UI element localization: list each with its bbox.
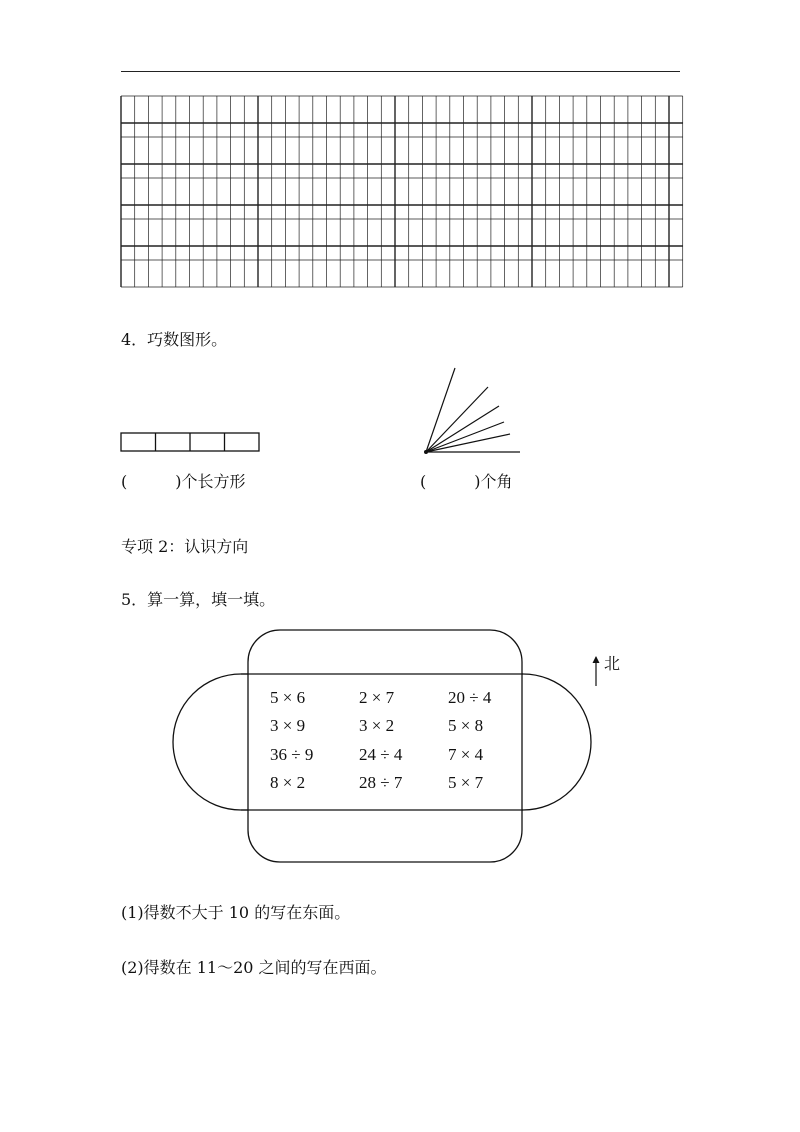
expression-r4c2: 28 ÷ 7 bbox=[359, 773, 403, 792]
expression-r3c3: 7 × 4 bbox=[448, 745, 484, 764]
expression-r1c3: 20 ÷ 4 bbox=[448, 688, 492, 707]
top-rule bbox=[121, 71, 680, 72]
question-4-title: 4．巧数图形。 bbox=[121, 330, 228, 349]
west-lobe bbox=[173, 674, 248, 810]
angle-rays-figure bbox=[420, 360, 540, 460]
rectangle-count-answer[interactable]: ( )个长方形 bbox=[121, 472, 246, 491]
north-arrow-icon bbox=[591, 654, 603, 688]
expression-r4c3: 5 × 7 bbox=[448, 773, 484, 792]
section-2-title: 专项 2：认识方向 bbox=[121, 537, 249, 556]
question-5-title: 5．算一算，填一填。 bbox=[121, 590, 276, 609]
sub-question-1: (1)得数不大于 10 的写在东面。 bbox=[121, 903, 351, 922]
sub-question-2: (2)得数在 11～20 之间的写在西面。 bbox=[121, 958, 387, 977]
expression-r3c2: 24 ÷ 4 bbox=[359, 745, 403, 764]
expression-r2c3: 5 × 8 bbox=[448, 716, 484, 735]
expression-r2c1: 3 × 9 bbox=[270, 716, 306, 735]
north-label: 北 bbox=[604, 654, 621, 673]
angle-count-answer[interactable]: ( )个角 bbox=[420, 472, 513, 491]
east-lobe bbox=[522, 674, 591, 810]
expression-r2c2: 3 × 2 bbox=[359, 716, 395, 735]
expression-r3c1: 36 ÷ 9 bbox=[270, 745, 314, 764]
rectangle-strip-figure bbox=[120, 432, 264, 456]
expression-r4c1: 8 × 2 bbox=[270, 773, 306, 792]
expression-r1c1: 5 × 6 bbox=[270, 688, 306, 707]
writing-grid[interactable] bbox=[120, 95, 685, 290]
expression-r1c2: 2 × 7 bbox=[359, 688, 395, 707]
